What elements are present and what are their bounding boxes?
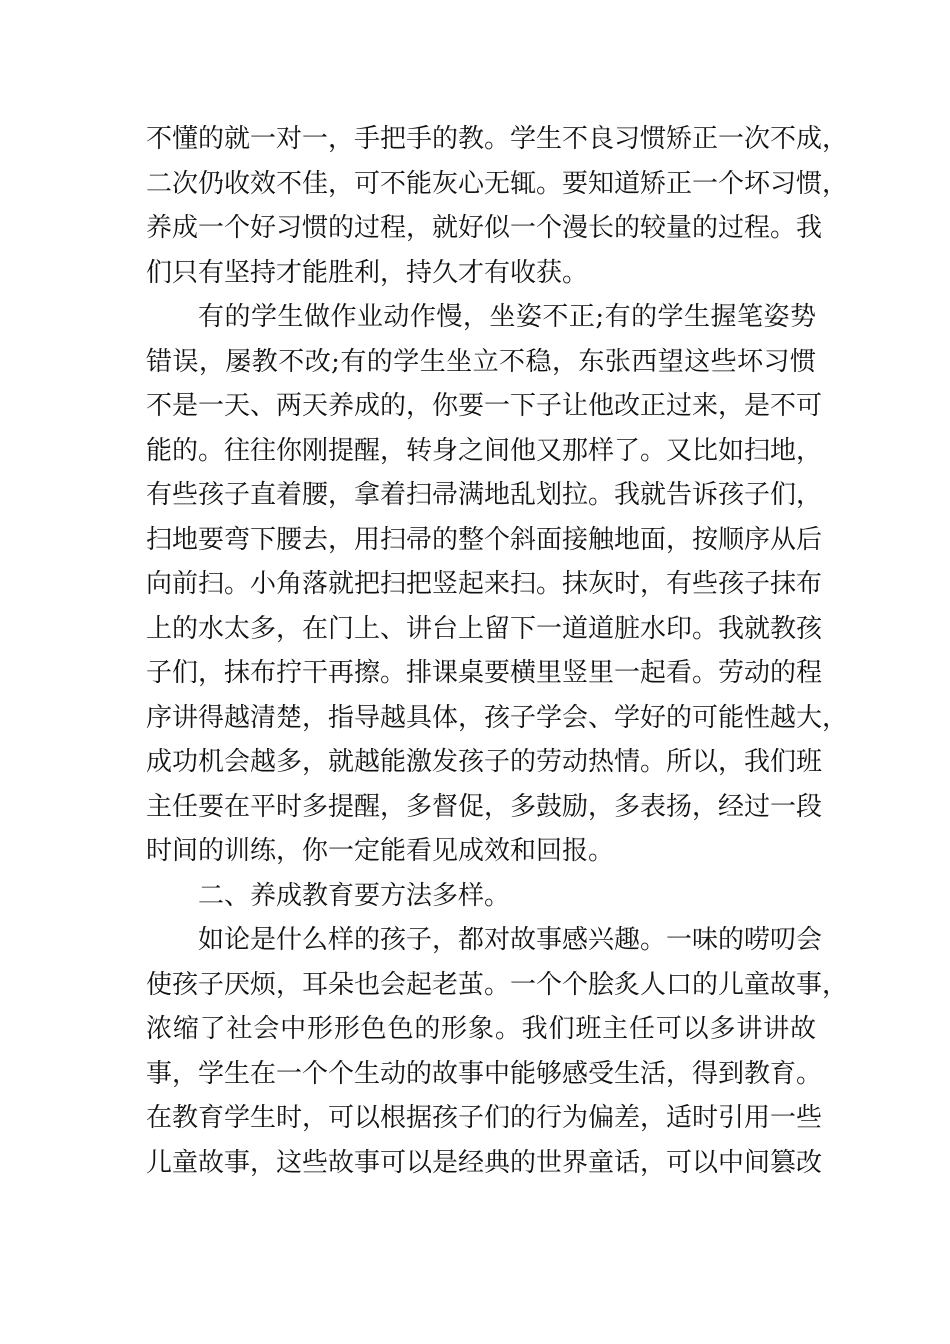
text-line: 扫地要弯下腰去，用扫帚的整个斜面接触地面，按顺序从后 xyxy=(146,524,823,555)
text-line: 序讲得越清楚，指导越具体，孩子学会、学好的可能性越大， xyxy=(146,702,849,733)
text-line: 养成一个好习惯的过程，就好似一个漫长的较量的过程。我 xyxy=(146,213,823,243)
text-line: 主任要在平时多提醒，多督促，多鼓励，多表扬，经过一段 xyxy=(146,791,823,822)
text-line: 向前扫。小角落就把扫把竖起来扫。抹灰时，有些孩子抹布 xyxy=(146,569,823,599)
text-line: 上的水太多，在门上、讲台上留下一道道脏水印。我就教孩 xyxy=(146,613,823,644)
text-line: 不是一天、两天养成的，你要一下子让他改正过来，是不可 xyxy=(146,391,823,421)
text-line: 在教育学生时，可以根据孩子们的行为偏差，适时引用一些 xyxy=(146,1103,823,1133)
text-line: 使孩子厌烦，耳朵也会起老茧。一个个脍炙人口的儿童故事， xyxy=(146,969,849,1000)
text-line: 事，学生在一个个生动的故事中能够感受生活，得到教育。 xyxy=(146,1058,823,1089)
text-line: 子们，抹布拧干再擦。排课桌要横里竖里一起看。劳动的程 xyxy=(146,658,823,688)
text-line: 能的。往往你刚提醒，转身之间他又那样了。又比如扫地， xyxy=(146,435,823,466)
section-heading: 二、养成教育要方法多样。 xyxy=(198,880,511,911)
paragraph-first-line: 有的学生做作业动作慢，坐姿不正;有的学生握笔姿势 xyxy=(198,302,816,332)
text-line: 们只有坚持才能胜利，持久才有收获。 xyxy=(146,257,589,288)
text-line: 时间的训练，你一定能看见成效和回报。 xyxy=(146,836,615,866)
text-line: 成功机会越多，就越能激发孩子的劳动热情。所以，我们班 xyxy=(146,747,823,777)
paragraph-first-line: 如论是什么样的孩子，都对故事感兴趣。一味的唠叨会 xyxy=(198,925,823,955)
text-line: 有些孩子直着腰，拿着扫帚满地乱划拉。我就告诉孩子们， xyxy=(146,480,823,510)
text-line: 错误，屡教不改;有的学生坐立不稳，东张西望这些坏习惯 xyxy=(146,346,816,377)
body-text xyxy=(146,117,849,1185)
text-line: 二次仍收效不佳，可不能灰心无辄。要知道矫正一个坏习惯， xyxy=(146,168,849,199)
text-line: 浓缩了社会中形形色色的形象。我们班主任可以多讲讲故 xyxy=(146,1014,816,1044)
text-line: 儿童故事，这些故事可以是经典的世界童话，可以中间篡改 xyxy=(146,1147,823,1178)
text-line: 不懂的就一对一，手把手的教。学生不良习惯矫正一次不成， xyxy=(146,124,849,154)
